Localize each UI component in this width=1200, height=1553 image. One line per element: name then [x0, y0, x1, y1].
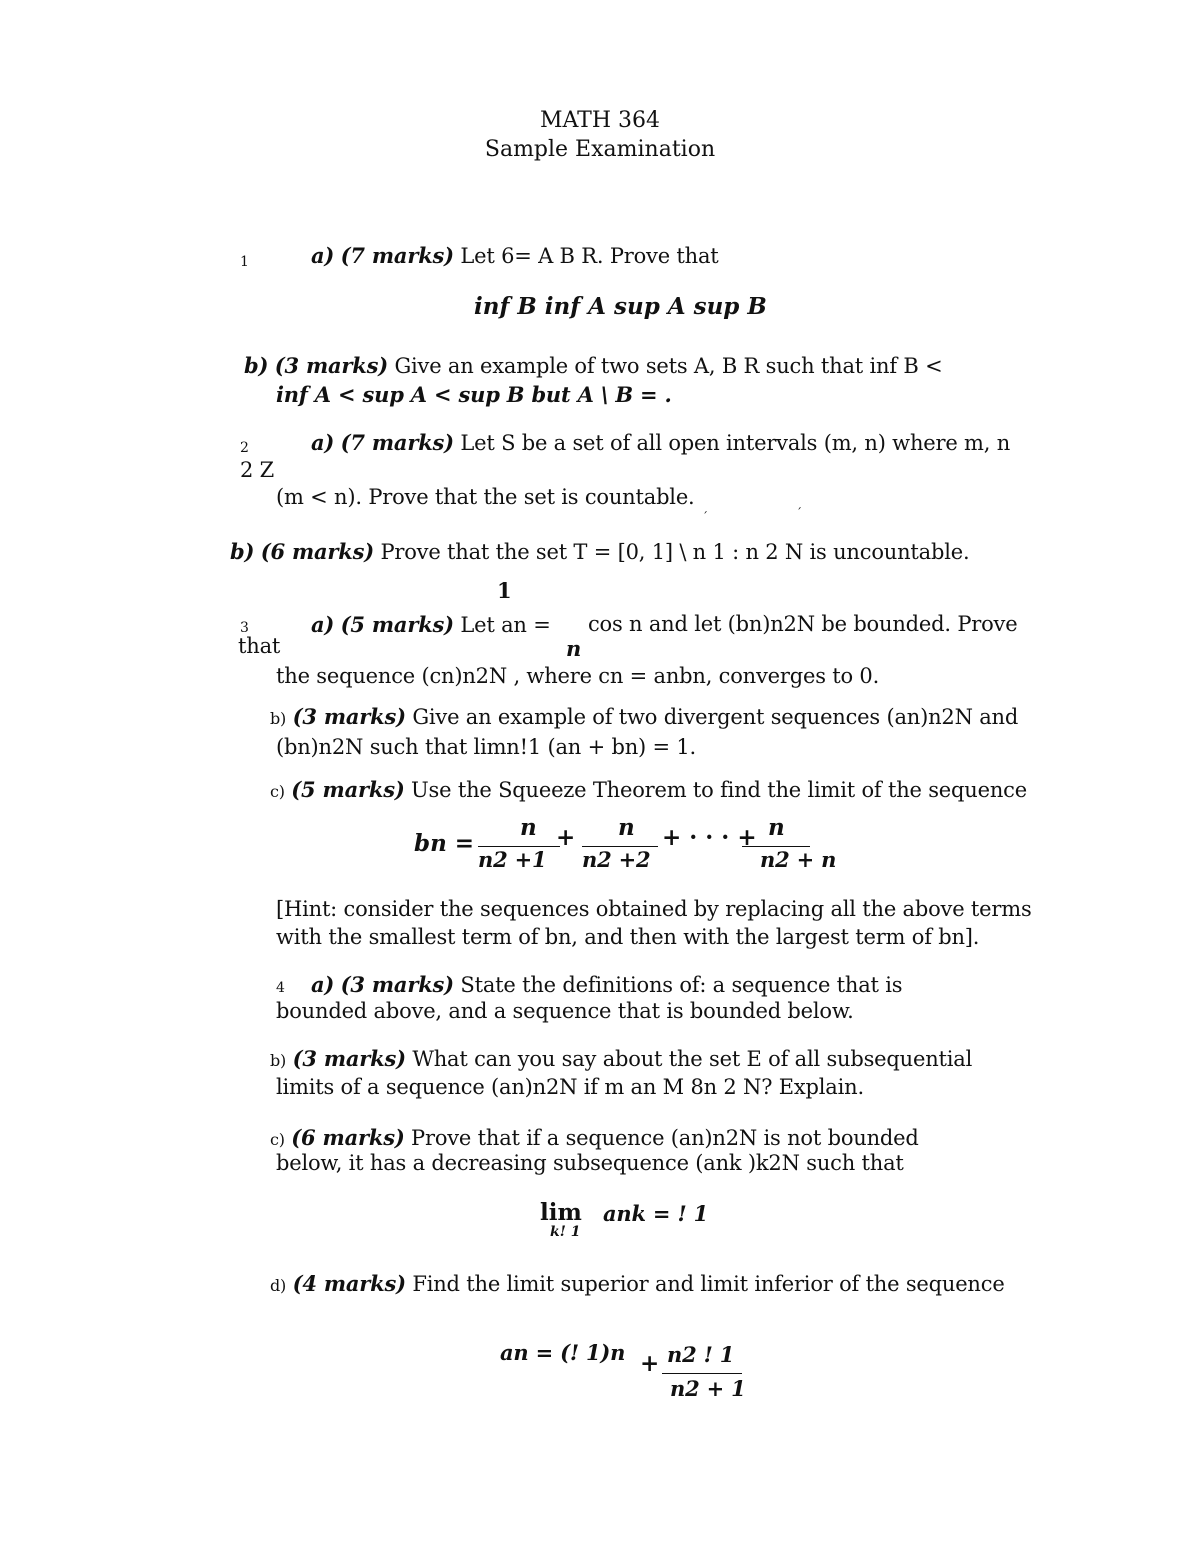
question-1a [311, 243, 719, 268]
question-3b [270, 704, 1018, 729]
stray-mark: ´ [702, 510, 708, 524]
hint-text: with the smallest term of bn, and then with the largest term of bn]. [276, 925, 980, 949]
display-formula: inf B inf A sup A sup B [474, 293, 767, 320]
part-label: b) [270, 709, 287, 728]
marks: (3 marks) [274, 353, 388, 378]
question-text: (bn)n2N such that limn!1 (an + bn) = 1. [276, 735, 697, 759]
fraction-bar [662, 1373, 742, 1374]
question-text: limits of a sequence (an)n2N if m an M 8n 2 N? Explain. [276, 1075, 864, 1099]
part-label: a) [311, 243, 335, 268]
marks: (5 marks) [340, 612, 454, 637]
question-text: What can you say about the set E of all subsequential [412, 1047, 973, 1071]
question-2b [230, 539, 969, 564]
question-text: bounded above, and a sequence that is bounded below. [276, 999, 854, 1023]
question-4d [270, 1271, 1005, 1296]
sum-numerator: n [618, 814, 635, 841]
question-3a [311, 612, 551, 637]
question-4c [270, 1125, 919, 1150]
marks: (4 marks) [292, 1271, 406, 1296]
question-text: Let 6= A B R. Prove that [460, 244, 719, 268]
question-text: cos n and let (bn)n2N be bounded. Prove [588, 612, 1018, 636]
part-label: d) [270, 1276, 287, 1295]
question-text: Use the Squeeze Theorem to find the limit of the sequence [411, 778, 1027, 802]
part-label: a) [311, 612, 335, 637]
plus-sign: + [640, 1350, 660, 1377]
question-1b [244, 353, 943, 378]
part-label: b) [270, 1051, 287, 1070]
marks: (3 marks) [340, 972, 454, 997]
marks: (5 marks) [291, 777, 405, 802]
plus-sign: + [556, 824, 576, 851]
part-label: c) [270, 1130, 285, 1149]
question-text: inf A < sup A < sup B but A \ B = . [276, 382, 672, 407]
part-label: b) [244, 353, 269, 378]
question-text: 2 Z [240, 458, 275, 482]
ellipsis: + · · · + [662, 824, 757, 851]
marks: (7 marks) [340, 243, 454, 268]
marks: (7 marks) [340, 430, 454, 455]
question-number: 4 [276, 980, 285, 996]
question-text: Prove that if a sequence (an)n2N is not bounded [411, 1126, 919, 1150]
limit-expression: ank = ! 1 [603, 1201, 708, 1226]
question-text: Give an example of two divergent sequences (an)n2N and [412, 705, 1019, 729]
sum-numerator: n [520, 814, 537, 841]
sum-numerator: n [768, 814, 785, 841]
part-label: a) [311, 430, 335, 455]
sequence-numerator: n2 ! 1 [667, 1342, 735, 1367]
question-text: Find the limit superior and limit inferior of the sequence [412, 1272, 1005, 1296]
question-number: 2 [240, 440, 249, 456]
sequence-lhs: an = (! 1)n [500, 1340, 626, 1365]
sequence-denominator: n2 + 1 [670, 1376, 746, 1401]
limit-subscript: k! 1 [550, 1224, 581, 1240]
question-text: Prove that the set T = [0, 1] \ n 1 : n 2 N is uncountable. [380, 540, 970, 564]
question-4b [270, 1046, 972, 1071]
sum-lhs: bn = [414, 830, 475, 857]
question-2a [311, 430, 1010, 455]
stray-mark: ´ [796, 506, 802, 520]
marks: (3 marks) [292, 704, 406, 729]
sum-denominator: n2 + n [760, 847, 837, 872]
question-text: State the definitions of: a sequence that is [460, 973, 903, 997]
fraction-denominator: n [566, 636, 582, 661]
question-4a [311, 972, 902, 997]
exam-subtitle: Sample Examination [484, 137, 716, 162]
part-label: b) [230, 539, 255, 564]
sum-denominator: n2 +1 [478, 847, 547, 872]
marks: (3 marks) [292, 1046, 406, 1071]
part-label: c) [270, 782, 285, 801]
question-text: (m < n). Prove that the set is countable. [276, 485, 695, 509]
hint-text: [Hint: consider the sequences obtained by replacing all the above terms [276, 897, 1032, 921]
part-label: a) [311, 972, 335, 997]
question-text: Give an example of two sets A, B R such that inf B < [394, 354, 943, 378]
question-3c [270, 777, 1027, 802]
fraction-numerator: 1 [497, 578, 512, 603]
question-text: below, it has a decreasing subsequence (ank )k2N such that [276, 1151, 904, 1175]
question-text: Let an = [460, 613, 551, 637]
limit-operator: lim [540, 1199, 582, 1226]
question-text: that [238, 634, 281, 658]
marks: (6 marks) [260, 539, 374, 564]
question-text: the sequence (cn)n2N , where cn = anbn, converges to 0. [276, 664, 880, 688]
sum-denominator: n2 +2 [582, 847, 651, 872]
course-title: MATH 364 [539, 108, 661, 133]
question-number: 3 [240, 620, 249, 636]
question-text: Let S be a set of all open intervals (m, n) where m, n [460, 431, 1011, 455]
question-number: 1 [240, 254, 249, 270]
marks: (6 marks) [291, 1125, 405, 1150]
